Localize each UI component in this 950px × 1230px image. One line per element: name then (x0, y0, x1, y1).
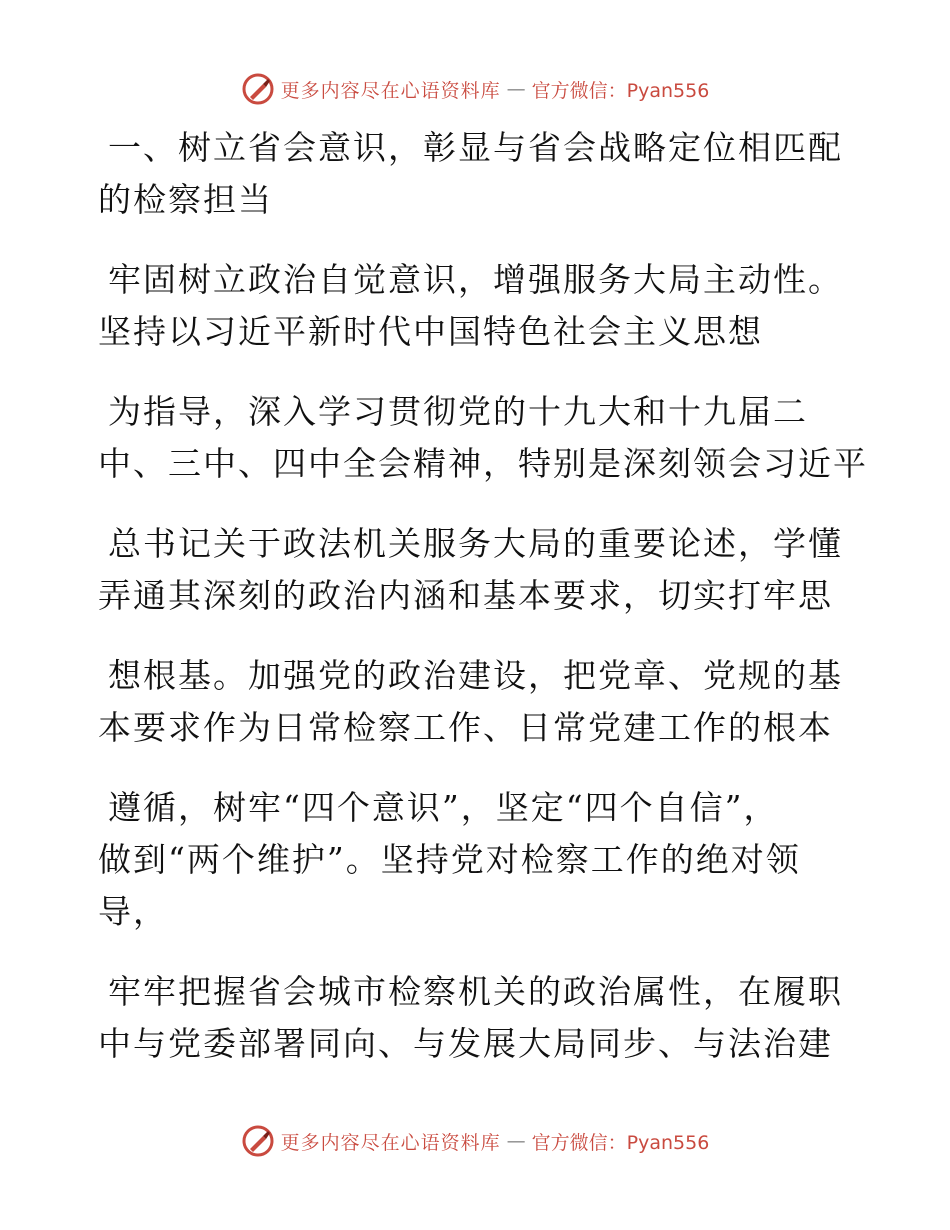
text-line: 导， (98, 892, 168, 931)
watermark-contact: 官方微信：Pyan556 (531, 1131, 710, 1154)
text-line: 牢牢把握省会城市检察机关的政治属性，在履职 (108, 972, 843, 1011)
paragraph (98, 966, 888, 1070)
watermark-contact: 官方微信：Pyan556 (531, 79, 710, 102)
paragraph (98, 518, 888, 622)
text-line: 坚持以习近平新时代中国特色社会主义思想 (98, 312, 763, 351)
text-line: 遵循，树牢“四个意识”，坚定“四个自信”， (108, 788, 779, 827)
text-line: 本要求作为日常检察工作、日常党建工作的根本 (98, 708, 833, 747)
watermark-header (0, 72, 950, 106)
pen-logo-icon (241, 1124, 275, 1158)
text-line: 的检察担当 (98, 180, 273, 219)
text-line: 中、三中、四中全会精神，特别是深刻领会习近平 (98, 444, 868, 483)
text-line: 一、树立省会意识，彰显与省会战略定位相匹配 (108, 128, 843, 167)
text-line: 牢固树立政治自觉意识，增强服务大局主动性。 (108, 260, 843, 299)
watermark-text: 更多内容尽在心语资料库 (280, 79, 501, 102)
heading-paragraph (98, 122, 888, 226)
watermark-separator: — (506, 1130, 526, 1152)
watermark-text: 更多内容尽在心语资料库 (280, 1131, 501, 1154)
paragraph (98, 782, 888, 938)
paragraph (98, 254, 888, 358)
watermark-footer (0, 1124, 950, 1158)
text-line: 弄通其深刻的政治内涵和基本要求，切实打牢思 (98, 576, 833, 615)
paragraph (98, 386, 888, 490)
watermark-separator: — (506, 78, 526, 100)
pen-logo-icon (241, 72, 275, 106)
text-line: 中与党委部署同向、与发展大局同步、与法治建 (98, 1024, 833, 1063)
text-line: 想根基。加强党的政治建设，把党章、党规的基 (108, 656, 843, 695)
text-line: 做到“两个维护”。坚持党对检察工作的绝对领 (98, 840, 801, 879)
paragraph (98, 650, 888, 754)
text-line: 总书记关于政法机关服务大局的重要论述，学懂 (108, 524, 843, 563)
document-body (98, 122, 888, 1070)
text-line: 为指导，深入学习贯彻党的十九大和十九届二 (108, 392, 808, 431)
